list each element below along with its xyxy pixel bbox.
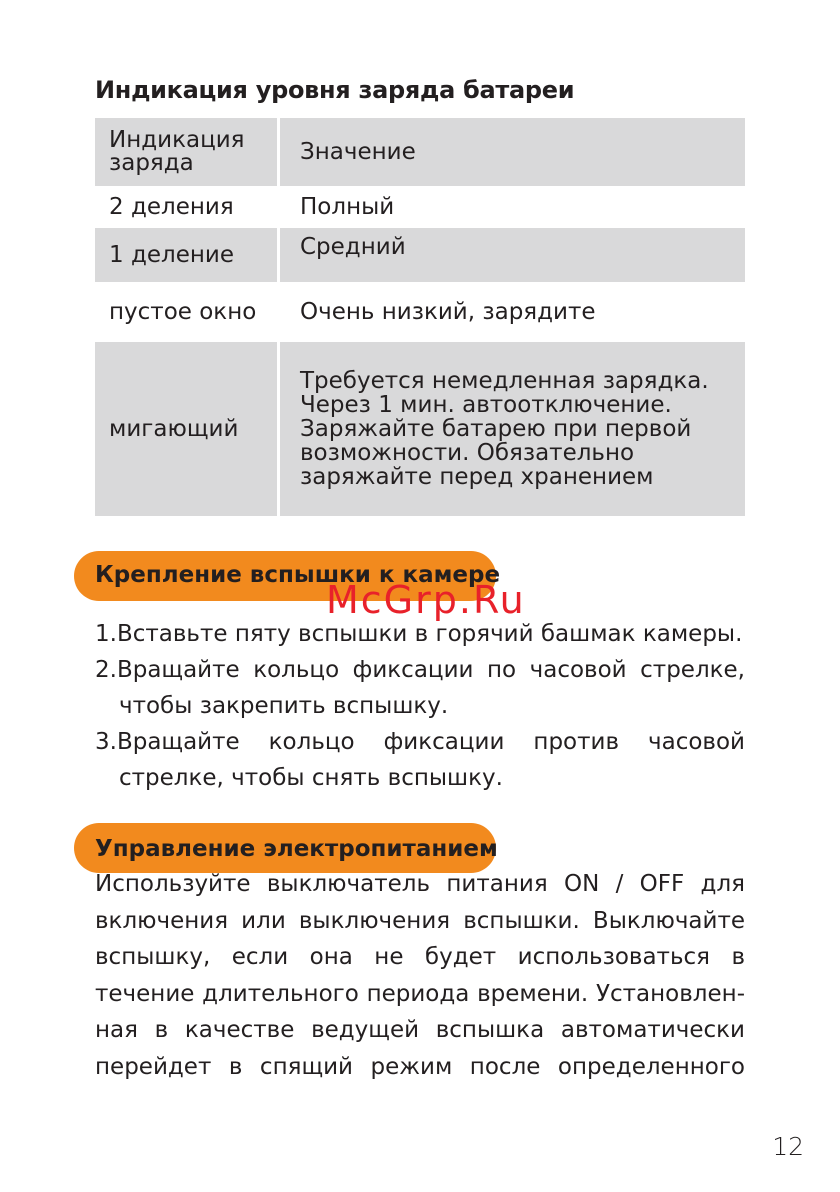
table-row: [95, 282, 745, 342]
power-paragraph: Используйте выключатель питания ON / OFF для включения или выключения вспышки. Выключайте вспышку, если она не будет использоваться в течение длительного периода времени. Установлен-ная в качестве ведущей вспышка автоматически перейдет в спящий режим после определенного: [95, 871, 745, 1080]
indication-cell: мигающий: [95, 342, 280, 516]
meaning-cell: Очень низкий, зарядите: [300, 298, 596, 325]
meaning-cell: Полный: [300, 193, 395, 220]
header-meaning: Значение: [280, 118, 745, 186]
table-header-row: [95, 118, 745, 186]
list-item: 3.Вращайте кольцо фиксации против часовой стрелке, чтобы снять вспышку.: [95, 729, 745, 791]
power-heading: Управление электропитанием: [95, 836, 498, 862]
mounting-steps: [95, 616, 745, 796]
indication-cell: 1 деление: [95, 228, 280, 282]
indication-cell: 2 деления: [109, 193, 234, 220]
page-number: 12: [772, 1132, 804, 1161]
mounting-heading: Крепление вспышки к камере: [95, 562, 501, 588]
table-row: [95, 342, 745, 516]
list-item: 2.Вращайте кольцо фиксации по часовой стрелке, чтобы закрепить вспышку.: [95, 657, 745, 719]
meaning-cell: Средний: [280, 228, 745, 282]
battery-indicator-table: [95, 118, 745, 516]
table-row: [95, 186, 745, 228]
battery-section-title: Индикация уровня заряда батареи: [95, 76, 575, 104]
indication-cell: пустое окно: [109, 298, 257, 325]
list-item: 1.Вставьте пяту вспышки в горячий башмак камеры.: [95, 621, 743, 647]
watermark: McGrp.Ru: [326, 578, 526, 622]
header-indication: Индикация заряда: [95, 118, 280, 186]
meaning-cell: Требуется немедленная зарядка. Через 1 мин. автоотключение. Заряжайте батарею при первой возможности. Обязательно заряжайте перед хранением: [280, 342, 745, 516]
table-row: [95, 228, 745, 282]
